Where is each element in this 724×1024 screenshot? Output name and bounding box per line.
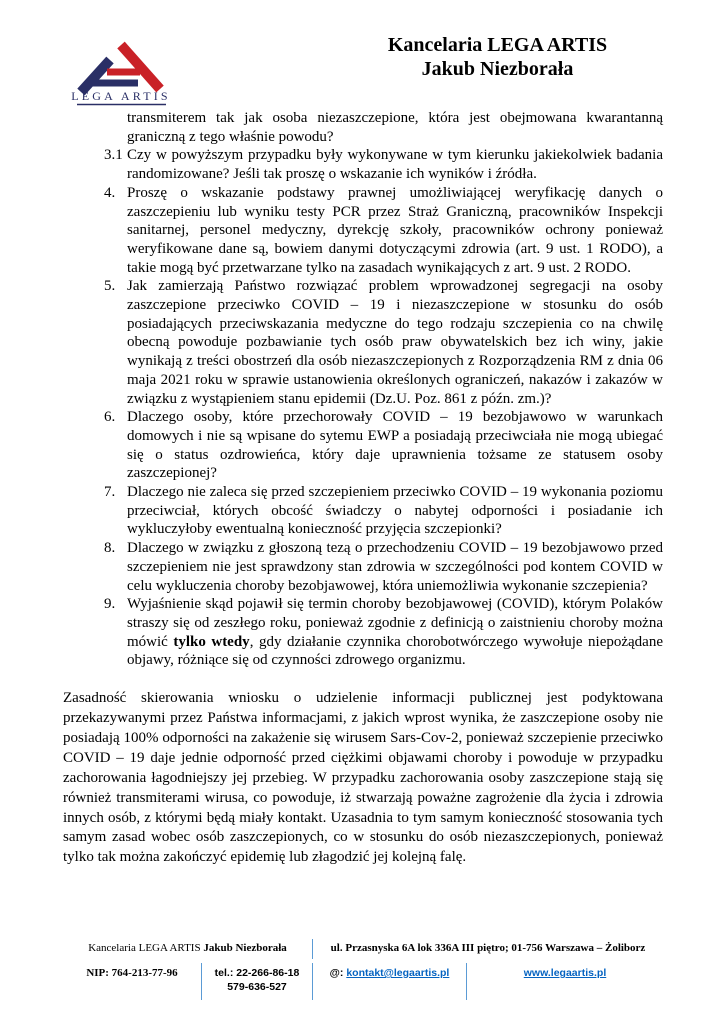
list-item-text <box>127 596 663 668</box>
lega-artis-logo <box>70 30 205 110</box>
list-item-text: Czy w powyższym przypadku były wykonywane w tym kierunku jakiekolwiek badania randomizowane? Jeśli tak proszę o wskazanie ich wyników i źródła. <box>127 147 663 183</box>
list-item-number: 8. <box>104 540 116 557</box>
email-label: @: <box>329 967 347 979</box>
list-item <box>63 408 663 483</box>
footer <box>63 939 663 1000</box>
list-item-text: Jak zamierzają Państwo rozwiązać problem wprowadzonej segregacji na osoby zaszczepione przeciwko COVID – 19 i niezaszczepione w stosunku do osób posiadających przeciwskazania medyczne do tego rodzaju szczepienia co na chwilę obecną powoduje pozbawianie tych osób praw obywatelskich bez ich winy, jakie wynikają z treści obostrzeń dla osób niezaszczepionych z Rozporządzenia RM z dnia 06 maja 2021 roku w sprawie ustanowienia określonych ograniczeń, nakazów i zakazów w związku z wystąpieniem stanu epidemii (Dz.U. Poz. 861 z późn. zm.)? <box>127 278 663 407</box>
company-name: Kancelaria LEGA ARTIS <box>387 34 608 56</box>
list-item-text: Dlaczego osoby, które przechorowały COVID – 19 bezobjawowo w warunkach domowych i nie są wpisane do sytemu EWP a posiadają przeciwciała nie mogą ubiegać się o status ozdrowieńca, który daje uprawnienia tożsame ze statusem osoby zaszczepionej? <box>127 409 663 482</box>
list-item-number: 9. <box>104 596 116 613</box>
footer-firm-regular: Kancelaria LEGA ARTIS <box>88 942 204 954</box>
footer-row-2 <box>63 963 663 1000</box>
list-item-text: Dlaczego w związku z głoszoną tezą o przechodzeniu COVID – 19 bezobjawowo przed szczepieniem nie jest sprawdzony stan zdrowia w szczególności pod kontem COVID w celu wykluczenia choroby bezobjawowej, która uniemożliwia wykonanie szczepienia? <box>127 540 663 594</box>
list-item <box>63 539 663 595</box>
footer-website-cell <box>466 963 663 1000</box>
list-item <box>63 277 663 408</box>
footer-nip: NIP: 764-213-77-96 <box>86 967 178 979</box>
list-item-number: 7. <box>104 484 116 501</box>
footer-phone-line2: 579-636-527 <box>227 981 287 993</box>
list-item <box>63 595 663 670</box>
website-link[interactable]: www.legaartis.pl <box>523 967 607 979</box>
footer-firm-bold: Jakub Niezborała <box>203 942 287 954</box>
email-link[interactable]: kontakt@legaartis.pl <box>346 967 450 979</box>
list-item-text: Dlaczego nie zaleca się przed szczepieniem przeciwko COVID – 19 wykonania poziomu przeciwciał, których obcość świadczy o nabytej odporności i posiadanie ich wykluczyłoby ewentualną konieczność przyjęcia szczepionki? <box>127 484 663 538</box>
list-item <box>63 184 663 278</box>
logo-text: LEGA ARTIS <box>71 89 171 103</box>
letterhead <box>320 33 675 81</box>
list-item-text-pre: Wyjaśnienie skąd pojawił się termin choroby bezobjawowej (COVID), którym Polaków straszy się od zeszłego roku, ponieważ zgodnie z definicją o zaistnieniu choroby można mówić <box>127 596 663 650</box>
footer-email-cell <box>312 963 466 1000</box>
list-item-text: Proszę o wskazanie podstawy prawnej umożliwiającej weryfikację danych o zaszczepieniu lub wyniku testy PCR przez Straż Graniczną, pracowników Inspekcji sanitarnej, personel medyczny, dyrekcję szkoły, pracowników ochrony ponieważ weryfikowane dane są, bowiem danymi dotyczącymi zdrowia (art. 9 ust. 1 RODO), a takie mogą być przetwarzane tylko na zasadach wynikających z art. 9 ust. 2 RODO. <box>127 184 663 276</box>
footer-firm-name <box>63 939 312 959</box>
footer-phone-line1: tel.: 22-266-86-18 <box>214 967 300 979</box>
footer-address: ul. Przasnyska 6A lok 336A III piętro; 01-756 Warszawa – Żoliborz <box>312 939 663 959</box>
question-list <box>63 146 663 670</box>
intro-continuation-paragraph: transmiterem tak jak osoba niezaszczepione, która jest obejmowana kwarantanną graniczną z tego właśnie powodu? <box>127 110 663 145</box>
document-body <box>63 109 663 868</box>
list-item-text-bold: tylko wtedy <box>173 633 250 650</box>
logo-triangle-icon <box>70 30 205 110</box>
footer-phone <box>201 963 312 1000</box>
list-item-number: 5. <box>104 278 116 295</box>
list-item <box>63 146 663 183</box>
list-item <box>63 483 663 539</box>
list-item-number: 6. <box>104 409 116 426</box>
closing-paragraph: Zasadność skierowania wniosku o udzielenie informacji publicznej jest podyktowana przekazywanymi przez Państwa informacjami, z jakich wprost wynika, że zaszczepione osoby nie posiadają 100% odporności na zakażenie się wirusem Sars-Cov-2, ponieważ szczepienie przeciwko COVID – 19 daje jednie odporność przed ciężkimi objawami choroby i powoduje w przypadku zachorowania łagodniejszy jej przebieg. W przypadku zachorowania osoby zaszczepione stają się również transmiterami wirusa, co powoduje, iż stwarzają poważne zagrożenie dla życia i zdrowia innych osób, z którymi będą miały kontakt. Uzasadnia to tym samym konieczność stosowania tych samym zasad wobec osób zaszczepionych, co w stosunku do osób niezaszczepionych, ponieważ tylko tak można zakończyć epidemię lub złagodzić jej kolejną falę. <box>63 690 663 866</box>
list-item-number: 3.1 <box>104 147 123 164</box>
list-item-number: 4. <box>104 184 116 201</box>
list-item-text-post: , gdy działanie czynnika chorobotwórczego wywołuje niepożądane objawy, różniące się od czynności zdrowego organizmu. <box>127 633 663 669</box>
person-name: Jakub Niezborała <box>421 58 574 80</box>
footer-row-1 <box>63 939 663 959</box>
